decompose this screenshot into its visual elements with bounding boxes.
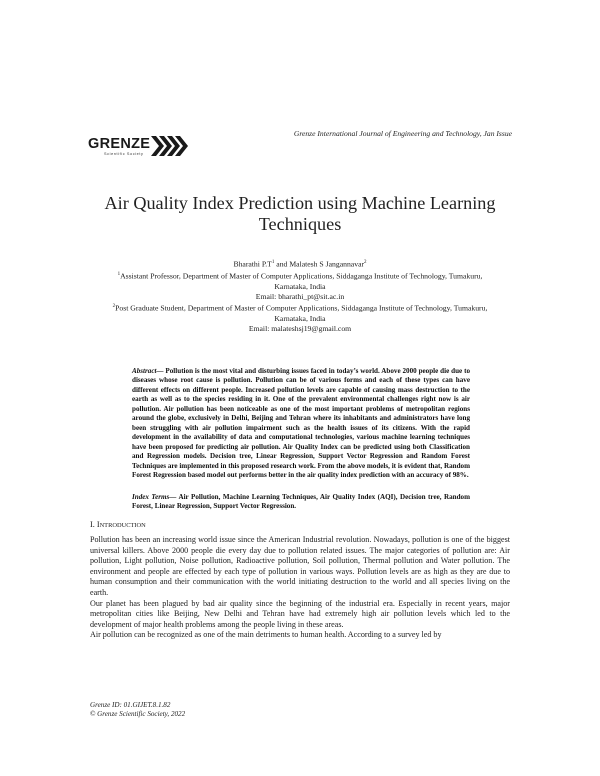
- paragraph-2: Our planet has been plagued by bad air quality since the beginning of the industrial era. Especially in recent years, major metropolitan cities like Beijing, New Delhi and Tehran have had extremely high air pollution levels which led to the development of major health problems among the people living in these areas.: [90, 598, 510, 629]
- copyright: © Grenze Scientific Society, 2022: [90, 710, 186, 719]
- affiliation-1-country: Karnataka, India: [274, 281, 326, 291]
- logo-word: GRENZE: [88, 135, 151, 152]
- index-terms: [132, 493, 470, 512]
- abstract-lead: Abstract—: [132, 367, 164, 375]
- author-names: Bharathi $P.T^1$ and Malatesh S Jangannavar$^2$: [233, 259, 367, 269]
- logo-tagline: Scientific Society: [104, 151, 144, 156]
- authors-block: [80, 258, 520, 334]
- email-2: Email: malateshsj19@gmail.com: [248, 323, 352, 333]
- body-text: [90, 535, 510, 641]
- footer: [90, 701, 185, 719]
- affiliation-2-country: Karnataka, India: [274, 313, 326, 323]
- affiliation-2: $^2$Post Graduate Student, Department of Master of Computer Applications, Siddaganga Institute of Technology, Tumakuru,: [112, 303, 488, 313]
- affiliation-1: $^1$Assistant Professor, Department of Master of Computer Applications, Siddaganga Institute of Technology, Tumakuru,: [117, 271, 483, 281]
- grenze-id: Grenze ID: 01.GIJET.8.1.82: [90, 701, 171, 709]
- index-terms-text: Air Pollution, Machine Learning Techniques, Air Quality Index (AQI), Decision tree, Random Forest, Linear Regression, Support Vector Regression.: [132, 493, 470, 511]
- title-line-1: Air Quality Index Prediction using Machine Learning: [104, 193, 496, 213]
- journal-header: Grenze International Journal of Engineering and Technology, Jan Issue: [293, 129, 512, 138]
- grenze-logo: [88, 135, 189, 157]
- chevron-arrows-icon: [151, 135, 189, 157]
- paper-title: [60, 193, 540, 235]
- index-terms-lead: Index Terms—: [132, 493, 177, 501]
- abstract-text: Pollution is the most vital and disturbing issues faced in today’s world. Above 2000 people die due to diseases whose root cause is pollution. Pollution can be of various forms and each of these types can have different effects on different people. Increased pollution levels are capable of causing mass destruction to the earth as well as to the species residing in it. One of the prevalent environmental challenges right now is air pollution. Air pollution has been noticeable as one of the most important problems of metropolitan regions around the globe, exclusively in Delhi, Beijing and Tehran where its inhabitants and administrators have long been struggling with air pollution impairment such as the health issues of its citizens. With the rapid development in the availability of data and computational technologies, various machine learning techniques have been proposed for predicting air pollution. Air Quality Index can be predicted using both Classification and Regression models. Decision tree, Linear Regression, Support Vector Regression and Random Forest Techniques are implemented in this proposed research work. From the above models, it is evident that, Random Forest Regression based model out performs better in the air quality index prediction with an accuracy of 98%.: [132, 367, 470, 479]
- paragraph-1: Pollution has been an increasing world issue since the American Industrial revolution. Nowadays, pollution is one of the biggest universal killers. Above 2000 people die every day due to pollution related issues. The major categories of pollution are: Air pollution, Light pollution, Noise pollution, Radioactive pollution, Soil pollution, Thermal pollution and Water pollution. The environment and people are effected by each type of pollution in various ways. Pollution levels are as high as they are due to human consumption and their communication with the world initiating destruction to the world and all species living on the earth.: [90, 535, 510, 597]
- paragraph-3: Air pollution can be recognized as one of the main detriments to human health. According to a survey led by: [90, 630, 442, 640]
- title-line-2: Techniques: [258, 214, 342, 234]
- abstract: [132, 367, 470, 480]
- email-1: Email: bharathi_pt@sit.ac.in: [255, 291, 345, 301]
- section-heading: I. INTRODUCTION: [90, 520, 146, 529]
